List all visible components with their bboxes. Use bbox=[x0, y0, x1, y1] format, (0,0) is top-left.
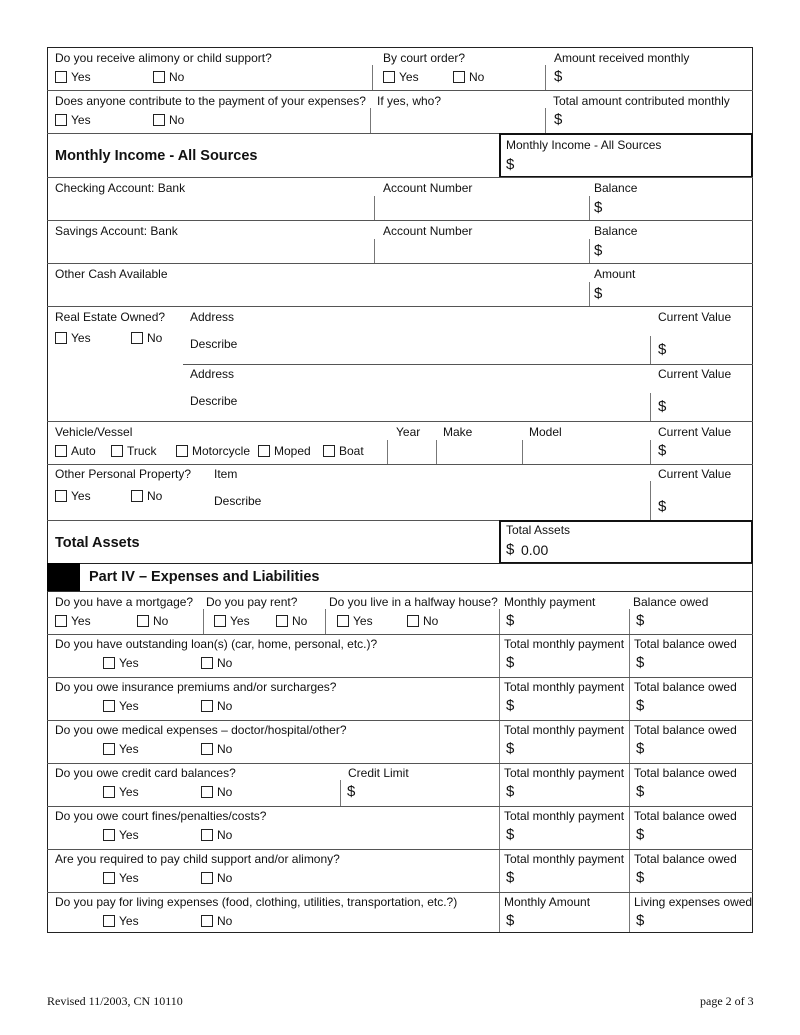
checkbox-label: No bbox=[217, 828, 233, 842]
checkbox-label: No bbox=[169, 70, 185, 84]
divider bbox=[650, 393, 651, 421]
divider bbox=[387, 440, 388, 464]
divider bbox=[47, 263, 753, 264]
checkbox-icon bbox=[103, 915, 115, 927]
debt-no-checkbox[interactable] bbox=[201, 785, 232, 799]
other-no-checkbox[interactable] bbox=[131, 489, 162, 503]
cash-amount-field[interactable]: $ bbox=[594, 285, 603, 302]
checkbox-icon bbox=[137, 615, 149, 627]
balance-owed-field[interactable]: $ bbox=[636, 654, 645, 671]
checkbox-label: No bbox=[169, 113, 185, 127]
divider bbox=[47, 220, 753, 221]
checkbox-icon bbox=[201, 700, 213, 712]
balance-owed-field[interactable]: $ bbox=[636, 826, 645, 843]
debt-yes-checkbox[interactable] bbox=[103, 871, 139, 885]
divider bbox=[752, 47, 753, 932]
checkbox-label: Yes bbox=[399, 70, 419, 84]
checkbox-icon bbox=[103, 657, 115, 669]
checkbox-label: Truck bbox=[127, 444, 157, 458]
monthly-payment-field[interactable]: $ bbox=[506, 826, 515, 843]
alimony-yes-checkbox[interactable] bbox=[55, 70, 91, 84]
cash-label: Other Cash Available bbox=[55, 267, 168, 281]
section-marker bbox=[47, 563, 80, 591]
checkbox-icon bbox=[131, 332, 143, 344]
checkbox-icon bbox=[103, 700, 115, 712]
divider bbox=[340, 780, 341, 806]
other-describe-label: Describe bbox=[214, 494, 262, 508]
balance-owed-field[interactable]: $ bbox=[636, 697, 645, 714]
current-value-label-1: Current Value bbox=[658, 310, 732, 324]
mortgage-yes-checkbox[interactable] bbox=[55, 614, 91, 628]
mortgage-monthly-field[interactable]: $ bbox=[506, 612, 515, 629]
debt-question: Do you owe court fines/penalties/costs? bbox=[55, 809, 267, 823]
balance-owed-field[interactable]: $ bbox=[636, 869, 645, 886]
savings-account-label: Account Number bbox=[383, 224, 473, 238]
other-value-field[interactable]: $ bbox=[658, 498, 667, 515]
monthly-amount-label: Monthly Amount bbox=[504, 895, 591, 909]
divider bbox=[47, 464, 753, 465]
checkbox-icon bbox=[55, 71, 67, 83]
debt-question: Do you owe credit card balances? bbox=[55, 766, 236, 780]
checkbox-label: Yes bbox=[119, 699, 139, 713]
checkbox-icon bbox=[103, 872, 115, 884]
living-owed-label: Living expenses owed bbox=[634, 895, 753, 909]
monthly-payment-field[interactable]: $ bbox=[506, 869, 515, 886]
amount-received-field[interactable]: $ bbox=[554, 68, 563, 85]
checkbox-label: Yes bbox=[119, 656, 139, 670]
checkbox-label: No bbox=[217, 785, 233, 799]
vehicle-moped-checkbox[interactable] bbox=[258, 444, 311, 458]
debt-yes-checkbox[interactable] bbox=[103, 656, 139, 670]
total-balance-owed-label: Total balance owed bbox=[634, 723, 737, 737]
alimony-question: Do you receive alimony or child support? bbox=[55, 51, 272, 65]
divider bbox=[650, 440, 651, 464]
checkbox-label: No bbox=[217, 914, 233, 928]
address-label-2: Address bbox=[190, 367, 235, 381]
debt-yes-checkbox[interactable] bbox=[103, 699, 139, 713]
monthly-payment-field[interactable]: $ bbox=[506, 654, 515, 671]
divider bbox=[47, 634, 753, 635]
debt-yes-checkbox[interactable] bbox=[103, 742, 139, 756]
savings-balance-label: Balance bbox=[594, 224, 638, 238]
checkbox-label: No bbox=[217, 656, 233, 670]
checkbox-label: Yes bbox=[353, 614, 373, 628]
halfway-question: Do you live in a halfway house? bbox=[329, 595, 498, 609]
checkbox-icon bbox=[276, 615, 288, 627]
balance-owed-label: Balance owed bbox=[633, 595, 709, 609]
divider bbox=[374, 239, 375, 263]
court-yes-checkbox[interactable] bbox=[383, 70, 419, 84]
monthly-income-heading: Monthly Income - All Sources bbox=[55, 148, 258, 164]
debt-question: Do you owe medical expenses – doctor/hospital/other? bbox=[55, 723, 347, 737]
checkbox-icon bbox=[103, 743, 115, 755]
checkbox-label: No bbox=[217, 871, 233, 885]
address-label-1: Address bbox=[190, 310, 235, 324]
savings-balance-field[interactable]: $ bbox=[594, 242, 603, 259]
total-monthly-payment-label: Total monthly payment bbox=[504, 637, 625, 651]
checkbox-label: Yes bbox=[119, 785, 139, 799]
halfway-no-checkbox[interactable] bbox=[407, 614, 438, 628]
checkbox-label: Motorcycle bbox=[192, 444, 251, 458]
total-monthly-payment-label: Total monthly payment bbox=[504, 723, 625, 737]
divider bbox=[47, 47, 48, 932]
divider bbox=[522, 440, 523, 464]
monthly-payment-field[interactable]: $ bbox=[506, 740, 515, 757]
debt-question: Are you required to pay child support and/or alimony? bbox=[55, 852, 340, 866]
checkbox-icon bbox=[201, 657, 213, 669]
checkbox-label: Auto bbox=[71, 444, 96, 458]
other-value-label: Current Value bbox=[658, 467, 732, 481]
debt-no-checkbox[interactable] bbox=[201, 656, 232, 670]
describe-label-2: Describe bbox=[190, 394, 238, 408]
total-assets-value[interactable]: 0.00 bbox=[521, 542, 549, 558]
balance-owed-field[interactable]: $ bbox=[636, 740, 645, 757]
total-monthly-payment-label: Total monthly payment bbox=[504, 680, 625, 694]
vehicle-motorcycle-checkbox[interactable] bbox=[176, 444, 250, 458]
checkbox-label: Yes bbox=[119, 828, 139, 842]
divider bbox=[47, 892, 753, 893]
checking-balance-field[interactable]: $ bbox=[594, 199, 603, 216]
checkbox-icon bbox=[55, 114, 67, 126]
divider bbox=[545, 108, 546, 133]
current-value-field-1[interactable]: $ bbox=[658, 341, 667, 358]
item-label: Item bbox=[214, 467, 238, 481]
divider bbox=[325, 609, 326, 634]
checking-balance-label: Balance bbox=[594, 181, 638, 195]
checkbox-label: No bbox=[292, 614, 308, 628]
checkbox-label: No bbox=[423, 614, 439, 628]
model-label: Model bbox=[529, 425, 562, 439]
contrib-no-checkbox[interactable] bbox=[153, 113, 184, 127]
checkbox-icon bbox=[201, 743, 213, 755]
debt-no-checkbox[interactable] bbox=[201, 742, 232, 756]
divider bbox=[650, 481, 651, 520]
rent-yes-checkbox[interactable] bbox=[214, 614, 250, 628]
other-yes-checkbox[interactable] bbox=[55, 489, 91, 503]
checkbox-icon bbox=[111, 445, 123, 457]
divider bbox=[372, 65, 373, 90]
checkbox-label: Yes bbox=[119, 871, 139, 885]
halfway-yes-checkbox[interactable] bbox=[337, 614, 373, 628]
checkbox-icon bbox=[383, 71, 395, 83]
divider bbox=[374, 196, 375, 220]
debt-yes-checkbox[interactable] bbox=[103, 785, 139, 799]
checkbox-label: Yes bbox=[230, 614, 250, 628]
divider bbox=[47, 849, 753, 850]
checkbox-label: No bbox=[217, 699, 233, 713]
vehicle-boat-checkbox[interactable] bbox=[323, 444, 364, 458]
debt-question: Do you have outstanding loan(s) (car, home, personal, etc.)? bbox=[55, 637, 378, 651]
debt-no-checkbox[interactable] bbox=[201, 871, 232, 885]
divider bbox=[370, 108, 371, 133]
monthly-payment-field[interactable]: $ bbox=[506, 697, 515, 714]
real-estate-yes-checkbox[interactable] bbox=[55, 331, 91, 345]
make-label: Make bbox=[443, 425, 473, 439]
checkbox-label: No bbox=[217, 742, 233, 756]
debt-yes-checkbox[interactable] bbox=[103, 828, 139, 842]
if-yes-who-label: If yes, who? bbox=[377, 94, 442, 108]
debt-no-checkbox[interactable] bbox=[201, 699, 232, 713]
alimony-no-checkbox[interactable] bbox=[153, 70, 184, 84]
checking-label: Checking Account: Bank bbox=[55, 181, 186, 195]
checkbox-label: No bbox=[147, 489, 163, 503]
divider bbox=[47, 47, 753, 48]
checkbox-label: No bbox=[147, 331, 163, 345]
checkbox-label: Yes bbox=[119, 742, 139, 756]
monthly-income-field[interactable]: $ bbox=[506, 156, 515, 173]
checkbox-icon bbox=[201, 872, 213, 884]
divider bbox=[47, 720, 753, 721]
checkbox-label: Yes bbox=[71, 331, 91, 345]
total-assets-label: Total Assets bbox=[506, 523, 571, 537]
debt-question: Do you owe insurance premiums and/or surcharges? bbox=[55, 680, 337, 694]
divider bbox=[47, 591, 753, 592]
total-monthly-payment-label: Total monthly payment bbox=[504, 809, 625, 823]
divider bbox=[499, 609, 500, 932]
checkbox-label: Yes bbox=[71, 70, 91, 84]
divider bbox=[589, 239, 590, 263]
total-assets-dollar: $ bbox=[506, 541, 515, 558]
checkbox-label: Yes bbox=[71, 489, 91, 503]
checkbox-icon bbox=[453, 71, 465, 83]
rent-question: Do you pay rent? bbox=[206, 595, 298, 609]
divider bbox=[47, 563, 753, 564]
checkbox-icon bbox=[103, 829, 115, 841]
checkbox-icon bbox=[201, 829, 213, 841]
checkbox-label: Moped bbox=[274, 444, 311, 458]
current-value-field-2[interactable]: $ bbox=[658, 398, 667, 415]
real-estate-no-checkbox[interactable] bbox=[131, 331, 162, 345]
divider bbox=[47, 932, 753, 933]
checkbox-icon bbox=[55, 490, 67, 502]
checkbox-icon bbox=[103, 786, 115, 798]
checkbox-icon bbox=[176, 445, 188, 457]
divider bbox=[436, 440, 437, 464]
checkbox-icon bbox=[214, 615, 226, 627]
divider bbox=[629, 609, 630, 932]
divider bbox=[545, 65, 546, 90]
checkbox-label: Yes bbox=[119, 914, 139, 928]
total-balance-owed-label: Total balance owed bbox=[634, 680, 737, 694]
mortgage-question: Do you have a mortgage? bbox=[55, 595, 194, 609]
checkbox-icon bbox=[323, 445, 335, 457]
vehicle-truck-checkbox[interactable] bbox=[111, 444, 157, 458]
monthly-amount-field[interactable]: $ bbox=[506, 912, 515, 929]
contribute-question: Does anyone contribute to the payment of your expenses? bbox=[55, 94, 366, 108]
checkbox-icon bbox=[153, 71, 165, 83]
total-monthly-payment-label: Total monthly payment bbox=[504, 766, 625, 780]
part4-heading: Part IV – Expenses and Liabilities bbox=[89, 569, 320, 585]
describe-label-1: Describe bbox=[190, 337, 238, 351]
total-assets-heading: Total Assets bbox=[55, 535, 140, 551]
checkbox-icon bbox=[131, 490, 143, 502]
rent-no-checkbox[interactable] bbox=[276, 614, 307, 628]
court-order-label: By court order? bbox=[383, 51, 466, 65]
divider bbox=[589, 282, 590, 306]
monthly-income-label: Monthly Income - All Sources bbox=[506, 138, 662, 152]
checking-account-label: Account Number bbox=[383, 181, 473, 195]
living-question: Do you pay for living expenses (food, clothing, utilities, transportation, etc.?) bbox=[55, 895, 458, 909]
checkbox-icon bbox=[337, 615, 349, 627]
cash-amount-label: Amount bbox=[594, 267, 636, 281]
total-contributed-field[interactable]: $ bbox=[554, 111, 563, 128]
checkbox-icon bbox=[55, 615, 67, 627]
divider bbox=[183, 364, 753, 365]
divider bbox=[47, 306, 753, 307]
page-number: page 2 of 3 bbox=[700, 994, 754, 1008]
current-value-label-2: Current Value bbox=[658, 367, 732, 381]
total-balance-owed-label: Total balance owed bbox=[634, 766, 737, 780]
total-balance-owed-label: Total balance owed bbox=[634, 809, 737, 823]
checkbox-icon bbox=[55, 332, 67, 344]
balance-owed-field[interactable]: $ bbox=[636, 783, 645, 800]
checkbox-label: No bbox=[153, 614, 169, 628]
debt-no-checkbox[interactable] bbox=[201, 828, 232, 842]
checkbox-label: Yes bbox=[71, 113, 91, 127]
divider bbox=[203, 609, 204, 634]
vehicle-auto-checkbox[interactable] bbox=[55, 444, 96, 458]
vehicle-value-field[interactable]: $ bbox=[658, 442, 667, 459]
court-no-checkbox[interactable] bbox=[453, 70, 484, 84]
vehicle-value-label: Current Value bbox=[658, 425, 732, 439]
checkbox-icon bbox=[153, 114, 165, 126]
divider bbox=[650, 336, 651, 364]
savings-label: Savings Account: Bank bbox=[55, 224, 178, 238]
checkbox-label: Boat bbox=[339, 444, 364, 458]
total-contributed-label: Total amount contributed monthly bbox=[553, 94, 730, 108]
monthly-payment-field[interactable]: $ bbox=[506, 783, 515, 800]
divider bbox=[589, 196, 590, 220]
checkbox-label: No bbox=[469, 70, 485, 84]
checkbox-icon bbox=[55, 445, 67, 457]
checkbox-icon bbox=[201, 915, 213, 927]
revision-note: Revised 11/2003, CN 10110 bbox=[47, 994, 183, 1008]
checkbox-label: Yes bbox=[71, 614, 91, 628]
total-monthly-payment-label: Total monthly payment bbox=[504, 852, 625, 866]
living-owed-field[interactable]: $ bbox=[636, 912, 645, 929]
divider bbox=[47, 177, 753, 178]
vehicle-label: Vehicle/Vessel bbox=[55, 425, 133, 439]
real-estate-question: Real Estate Owned? bbox=[55, 310, 166, 324]
living-yes-checkbox[interactable] bbox=[103, 914, 139, 928]
divider bbox=[47, 677, 753, 678]
total-balance-owed-label: Total balance owed bbox=[634, 852, 737, 866]
year-label: Year bbox=[396, 425, 421, 439]
divider bbox=[47, 421, 753, 422]
credit-limit-label: Credit Limit bbox=[348, 766, 409, 780]
mortgage-no-checkbox[interactable] bbox=[137, 614, 168, 628]
divider bbox=[47, 806, 753, 807]
living-no-checkbox[interactable] bbox=[201, 914, 232, 928]
checkbox-icon bbox=[407, 615, 419, 627]
credit-limit-field[interactable]: $ bbox=[347, 783, 356, 800]
amount-received-label: Amount received monthly bbox=[554, 51, 690, 65]
monthly-payment-label: Monthly payment bbox=[504, 595, 596, 609]
total-balance-owed-label: Total balance owed bbox=[634, 637, 737, 651]
contrib-yes-checkbox[interactable] bbox=[55, 113, 91, 127]
divider bbox=[47, 90, 753, 91]
checkbox-icon bbox=[258, 445, 270, 457]
checkbox-icon bbox=[201, 786, 213, 798]
other-property-question: Other Personal Property? bbox=[55, 467, 192, 481]
mortgage-balance-field[interactable]: $ bbox=[636, 612, 645, 629]
divider bbox=[47, 763, 753, 764]
